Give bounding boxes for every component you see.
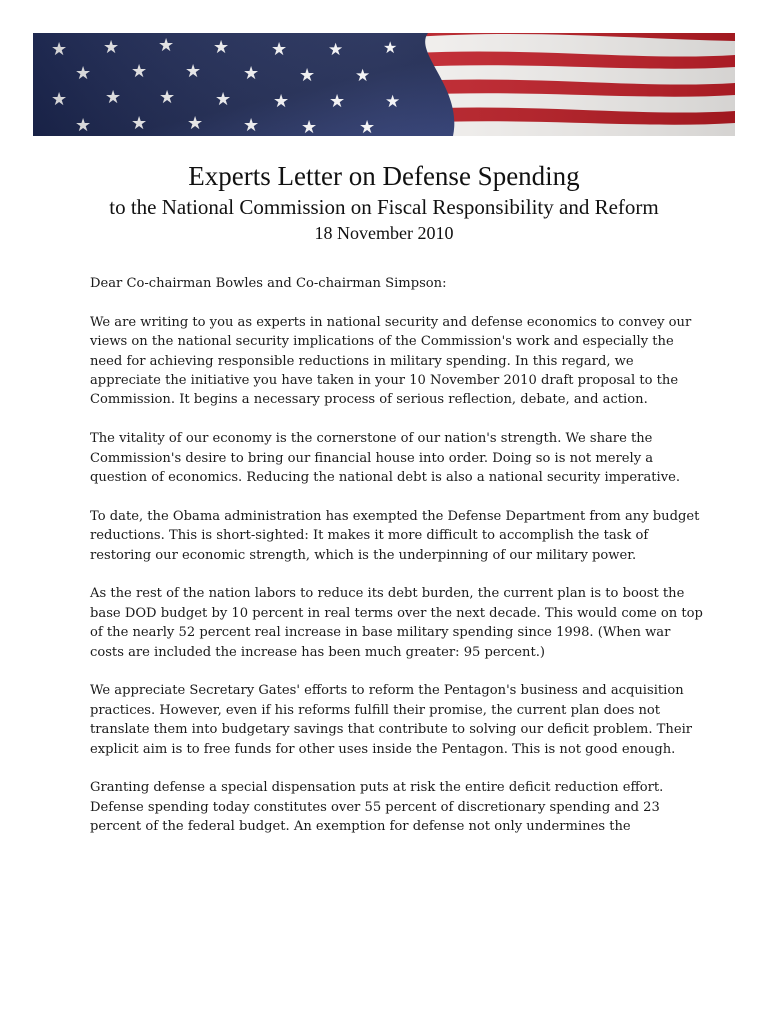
- document-title: Experts Letter on Defense Spending: [188, 161, 580, 191]
- document-subtitle: to the National Commission on Fiscal Responsibility and Reform: [109, 195, 659, 219]
- paragraph: We appreciate Secretary Gates' efforts to reform the Pentagon's business and acquisition practices. However, even if his reforms fulfill their promise, the current plan does not translate them into budgetary savings that contribute to solving our deficit problem. Their explicit aim is to free funds for other uses inside the Pentagon. This is not good enough.: [90, 683, 693, 757]
- paragraph: To date, the Obama administration has exempted the Defense Department from any budget reductions. This is short-sighted: It makes it more difficult to accomplish the task of restoring our economic strength, which is the underpinning of our military power.: [90, 508, 700, 563]
- paragraph: As the rest of the nation labors to reduce its debt burden, the current plan is to boost the base DOD budget by 10 percent in real terms over the next decade. This would come on top of the nearly 52 percent real increase in base military spending since 1998. (When war costs are included the increase has been much greater: 95 percent.): [90, 586, 703, 660]
- american-flag-image: [33, 33, 735, 136]
- salutation: Dear Co-chairman Bowles and Co-chairman Simpson:: [90, 276, 447, 291]
- flag-banner-image: [33, 33, 735, 136]
- paragraph: The vitality of our economy is the cornerstone of our nation's strength. We share the Commission's desire to bring our financial house into order. Doing so is not merely a question of economics. Reducing the national debt is also a national security imperative.: [90, 431, 681, 486]
- letter-body: [90, 274, 706, 856]
- document-date: 18 November 2010: [314, 223, 454, 243]
- paragraph: We are writing to you as experts in national security and defense economics to convey our views on the national security implications of the Commission's work and especially the need for achieving responsible reductions in military spending. In this regard, we appreciate the initiative you have taken in your 10 November 2010 draft proposal to the Commission. It begins a necessary process of serious reflection, debate, and action.: [90, 314, 692, 408]
- letter-header: [0, 158, 768, 246]
- paragraph: Granting defense a special dispensation puts at risk the entire deficit reduction effort. Defense spending today constitutes over 55 percent of discretionary spending and 23 percent of the federal budget. An exemption for defense not only undermines the: [90, 780, 664, 835]
